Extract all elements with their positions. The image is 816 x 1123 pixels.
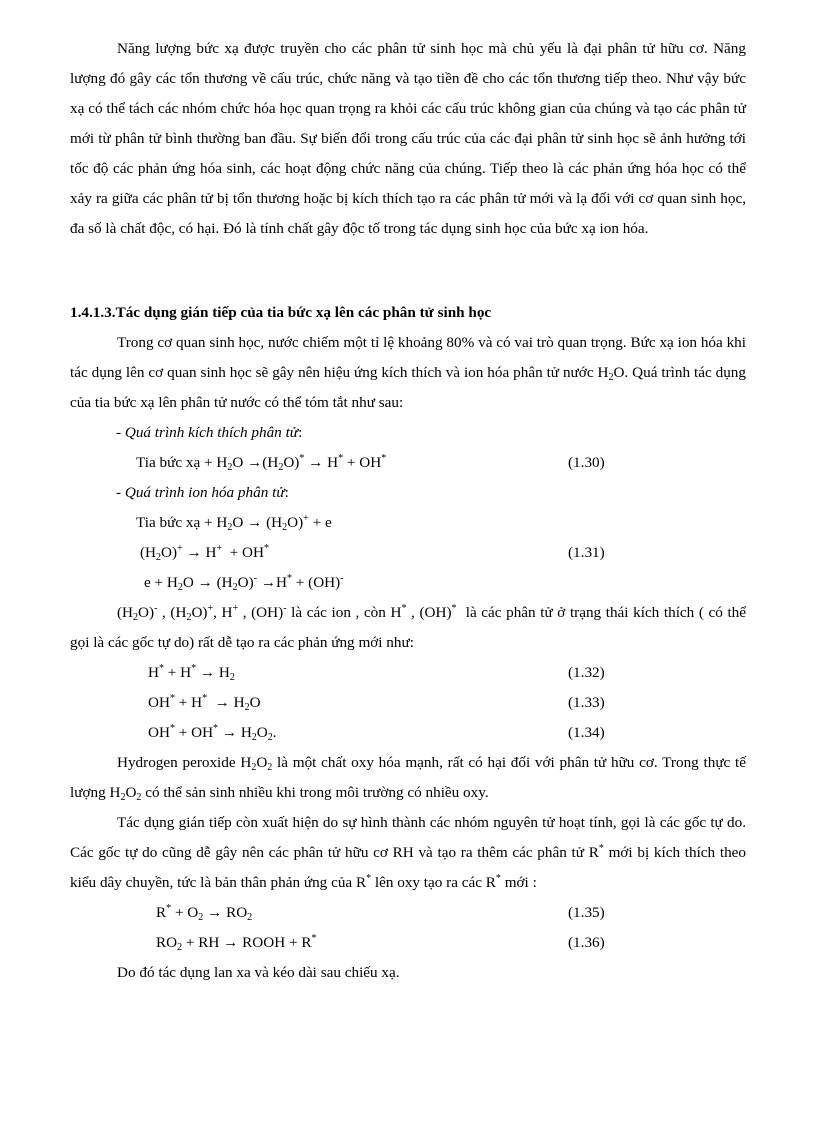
equation-1-34: $OH^* + OH^* \to H_2O_2$. (1.34): [70, 718, 746, 748]
equation-number: (1.33): [568, 694, 605, 711]
equation-1-30: Tia bức xạ + $H_2O \to(H_2O)^* \to H^* + OH^*$ (1.30): [70, 448, 746, 478]
equation-number: (1.36): [568, 934, 605, 951]
paragraph-water-ionization: Trong cơ quan sinh học, nước chiếm một tỉ lệ khoảng 80% và có vai trò quan trọng. Bức xạ ion hóa khi tác dụng lên cơ quan sinh học sẽ gây nên hiệu ứng kích thích và ion hóa phân tử nước $H_2O$. Quá trình tác dụng của tia bức xạ lên phân tử nước có thể tóm tắt như sau:: [70, 334, 746, 411]
equation-number: (1.32): [568, 664, 605, 681]
equation-1-31-line3: $e + H_2O \to (H_2O)^- \to H^* + (OH)^-$: [144, 573, 344, 593]
section-heading: 1.4.1.3.Tác dụng gián tiếp của tia bức xạ lên các phân tử sinh học: [70, 304, 492, 321]
bullet-ionization: - Quá trình ion hóa phân tử:: [116, 484, 289, 501]
equation-1-35: $R^* + O_2 \to RO_2$ (1.35): [70, 898, 746, 928]
equation-1-36: $RO_2$ + RH → ROOH + R* (1.36): [70, 928, 746, 958]
paragraph-hydrogen-peroxide: Hydrogen peroxide $H_2O_2$ là một chất oxy hóa mạnh, rất có hại đối với phân tử hữu cơ. Trong thực tế lượng $H_2O_2$ có thể sản sinh nhiều khi trong môi trường có nhiều oxy.: [70, 754, 746, 803]
equation-number: (1.34): [568, 724, 605, 741]
equation-1-32: $H^* + H^* \to H_2$ (1.32): [70, 658, 746, 688]
equation-number: (1.31): [568, 544, 605, 561]
document-page: [70, 34, 746, 988]
equation-1-33: $OH^* + H^* \to H_2O$ (1.33): [70, 688, 746, 718]
equation-1-31-line1: Tia bức xạ + $H_2O \to (H_2O)^+ + e$: [136, 513, 332, 533]
equation-number: (1.30): [568, 454, 605, 471]
equation-number: (1.35): [568, 904, 605, 921]
paragraph-ions-radicals: $(H_2O)^-$ , $(H_2O)^+$, H+ , (OH)- là các ion , còn H* , (OH)* là các phân tử ở trạng thái kích thích ( có thể gọi là các gốc tự do) rất dễ tạo ra các phản ứng mới như:: [70, 603, 747, 651]
paragraph-radiation-energy: Năng lượng bức xạ được truyền cho các phân tử sinh học mà chủ yếu là đại phân tử hữu cơ. Năng lượng đó gây các tổn thương về cấu trúc, chức năng và tạo tiền đề cho các tổn thương tiếp theo. Như vậy bức xạ có thể tách các nhóm chức hóa học quan trọng ra khỏi các cấu trúc không gian của chúng và tạo các phân tử mới từ phân tử bình thường ban đầu. Sự biến đổi trong cấu trúc của các đại phân tử sinh học sẽ ảnh hưởng tới tốc độ các phản ứng hóa sinh, các hoạt động chức năng của chúng. Tiếp theo là các phản ứng hóa học có thể xảy ra giữa các phân tử bị tổn thương hoặc bị kích thích tạo ra các phân tử mới và lạ đối với cơ quan sinh học, đa số là chất độc, có hại. Đó là tính chất gây độc tố trong tác dụng sinh học của bức xạ ion hóa.: [70, 40, 746, 237]
equation-1-31-line2: $(H_2O)^+ \to H^+ + OH^*$ (1.31): [70, 538, 746, 568]
bullet-excitation: - Quá trình kích thích phân tử:: [116, 424, 303, 441]
spacer: [70, 244, 746, 298]
paragraph-free-radicals: Tác dụng gián tiếp còn xuất hiện do sự hình thành các nhóm nguyên tử hoạt tính, gọi là các gốc tự do. Các gốc tự do cũng dễ gây nên các phân tử hữu cơ RH và tạo ra thêm các phân tử R* mới bị kích thích theo kiểu dây chuyền, tức là bản thân phản ứng của R* lên oxy tạo ra các R* mới :: [70, 814, 746, 891]
paragraph-conclusion: Do đó tác dụng lan xa và kéo dài sau chiếu xạ.: [117, 964, 400, 981]
